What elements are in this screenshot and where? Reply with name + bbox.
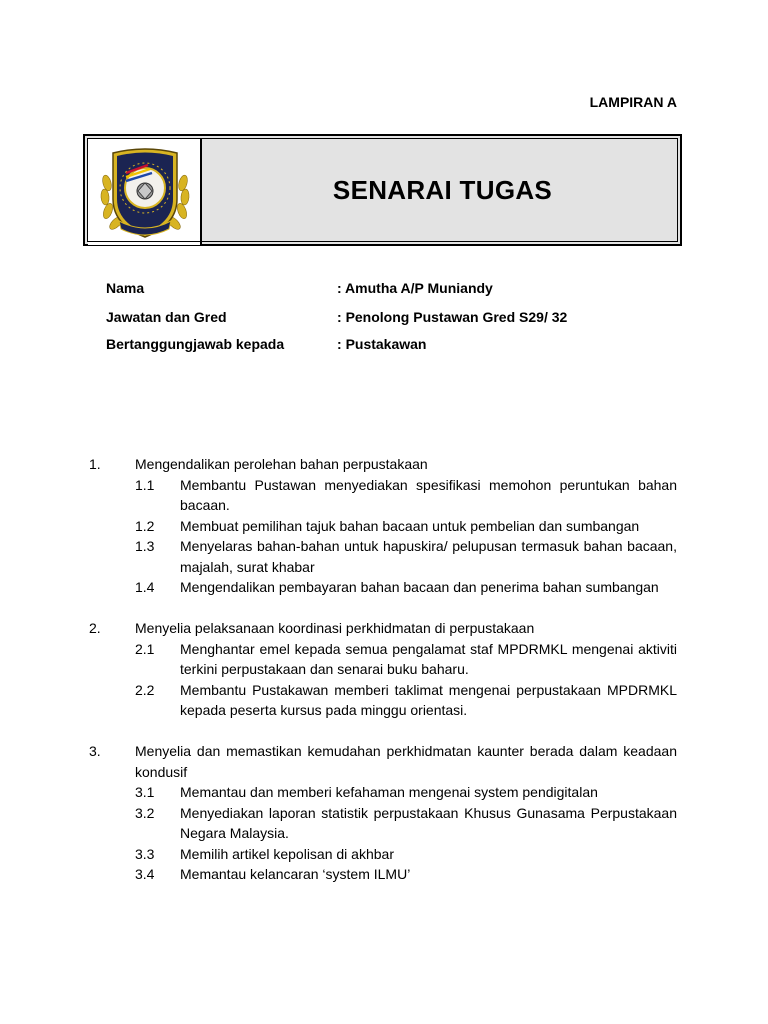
subtask-item <box>135 639 677 680</box>
subtask-item <box>135 536 677 577</box>
task-item <box>89 454 677 598</box>
task-number: 2. <box>89 620 101 636</box>
subtask-text: Membantu Pustakawan memberi taklimat mengenai perpustakaan MPDRMKL kepada peserta kursus pada minggu orientasi. <box>180 681 677 718</box>
subtask-item <box>135 475 677 516</box>
subtask-number: 1.4 <box>135 579 155 595</box>
subtask-text: Membuat pemilihan tajuk bahan bacaan untuk pembelian dan sumbangan <box>180 517 640 534</box>
subtask-item <box>135 844 677 865</box>
task-item <box>89 618 677 721</box>
page-title: SENARAI TUGAS <box>332 174 553 205</box>
info-value: : Amutha A/P Muniandy <box>337 280 493 296</box>
subtask-text: Memantau kelancaran ‘system ILMU’ <box>180 866 411 882</box>
info-row-jawatan <box>106 309 676 327</box>
info-label: Nama <box>106 280 145 296</box>
subtask-item <box>135 864 677 885</box>
subtask-text: Membantu Pustawan menyediakan spesifikasi memohon peruntukan bahan bacaan. <box>180 476 677 513</box>
subtask-item <box>135 680 677 721</box>
subtask-text: Menghantar emel kepada semua pengalamat staf MPDRMKL mengenai aktiviti terkini perpustakaan dan senarai buku baharu. <box>180 640 677 677</box>
subtask-number: 2.1 <box>135 640 155 657</box>
subtask-text: Menyediakan laporan statistik perpustakaan Khusus Gunasama Perpustakaan Negara Malaysia. <box>180 804 677 841</box>
subtask-number: 1.3 <box>135 538 155 554</box>
subtask-text: Mengendalikan pembayaran bahan bacaan dan penerima bahan sumbangan <box>180 579 659 595</box>
info-row-bertanggungjawab <box>106 336 676 354</box>
subtask-item <box>135 516 677 537</box>
subtask-number: 1.1 <box>135 476 155 493</box>
subtask-number: 3.3 <box>135 845 155 862</box>
info-value: : Penolong Pustawan Gred S29/ 32 <box>337 309 567 325</box>
subtask-number: 3.1 <box>135 784 155 800</box>
info-label: Jawatan dan Gred <box>106 309 227 325</box>
header-box <box>83 134 682 246</box>
appendix-label: LAMPIRAN A <box>589 94 677 110</box>
subtask-item <box>135 577 677 598</box>
task-title: Mengendalikan perolehan bahan perpustakaan <box>135 456 428 472</box>
task-item <box>89 741 677 885</box>
info-row-nama <box>106 280 676 298</box>
task-title: Menyelia pelaksanaan koordinasi perkhidmatan di perpustakaan <box>135 620 535 636</box>
subtask-item <box>135 782 677 803</box>
subtask-text: Memantau dan memberi kefahaman mengenai system pendigitalan <box>180 784 598 800</box>
info-value: : Pustakawan <box>337 336 427 352</box>
subtask-text: Menyelaras bahan-bahan untuk hapuskira/ pelupusan termasuk bahan bacaan, majalah, surat khabar <box>180 538 677 575</box>
subtask-number: 3.2 <box>135 804 155 821</box>
info-label: Bertanggungjawab kepada <box>106 336 285 352</box>
task-number: 3. <box>89 743 101 759</box>
subtask-number: 2.2 <box>135 681 155 698</box>
subtask-item <box>135 803 677 844</box>
task-number: 1. <box>89 456 101 472</box>
subtask-number: 1.2 <box>135 517 155 534</box>
subtask-text: Memilih artikel kepolisan di akhbar <box>180 845 394 862</box>
police-college-logo <box>97 143 193 241</box>
task-title: Menyelia dan memastikan kemudahan perkhidmatan kaunter berada dalam keadaan kondusif <box>135 743 677 780</box>
subtask-number: 3.4 <box>135 866 155 882</box>
logo-cell <box>88 139 202 245</box>
task-list <box>89 454 677 905</box>
